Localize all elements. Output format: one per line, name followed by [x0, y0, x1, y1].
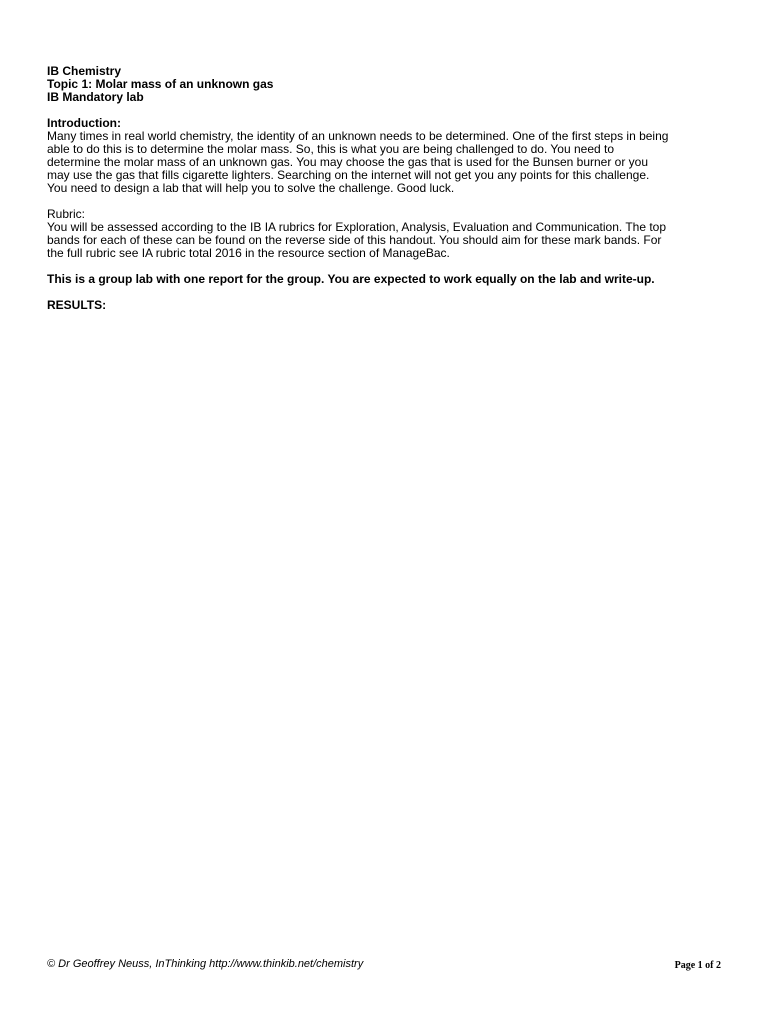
results-heading: RESULTS:: [47, 298, 107, 312]
rubric-line: bands for each of these can be found on the reverse side of this handout. You should aim for these mark bands. For: [47, 233, 662, 247]
rubric-paragraph: [47, 221, 727, 260]
group-lab-note: This is a group lab with one report for the group. You are expected to work equally on the lab and write-up.: [47, 272, 655, 286]
introduction-line: You need to design a lab that will help you to solve the challenge. Good luck.: [47, 181, 455, 195]
introduction-heading: Introduction:: [47, 116, 121, 130]
introduction-paragraph: [47, 130, 727, 195]
course-title: IB Chemistry: [47, 64, 122, 78]
spacer: [47, 286, 727, 299]
topic-title: Topic 1: Molar mass of an unknown gas: [47, 77, 274, 91]
spacer: [47, 104, 727, 117]
introduction-line: determine the molar mass of an unknown gas. You may choose the gas that is used for the Bunsen burner or you: [47, 155, 649, 169]
footer-credit: © Dr Geoffrey Neuss, InThinking http://www.thinkib.net/chemistry: [47, 958, 364, 970]
rubric-line: the full rubric see IA rubric total 2016 in the resource section of ManageBac.: [47, 246, 450, 260]
rubric-line: You will be assessed according to the IB IA rubrics for Exploration, Analysis, Evaluation and Communication. The top: [47, 220, 667, 234]
page-number: Page 1 of 2: [674, 960, 721, 971]
spacer: [47, 195, 727, 208]
introduction-line: may use the gas that fills cigarette lighters. Searching on the internet will not get you any points for this challenge.: [47, 168, 650, 182]
lab-type-title: IB Mandatory lab: [47, 90, 144, 104]
introduction-line: Many times in real world chemistry, the identity of an unknown needs to be determined. One of the first steps in being: [47, 129, 669, 143]
document-content: [47, 65, 727, 312]
rubric-heading: Rubric:: [47, 207, 86, 221]
introduction-line: able to do this is to determine the molar mass. So, this is what you are being challenged to do. You need to: [47, 142, 615, 156]
